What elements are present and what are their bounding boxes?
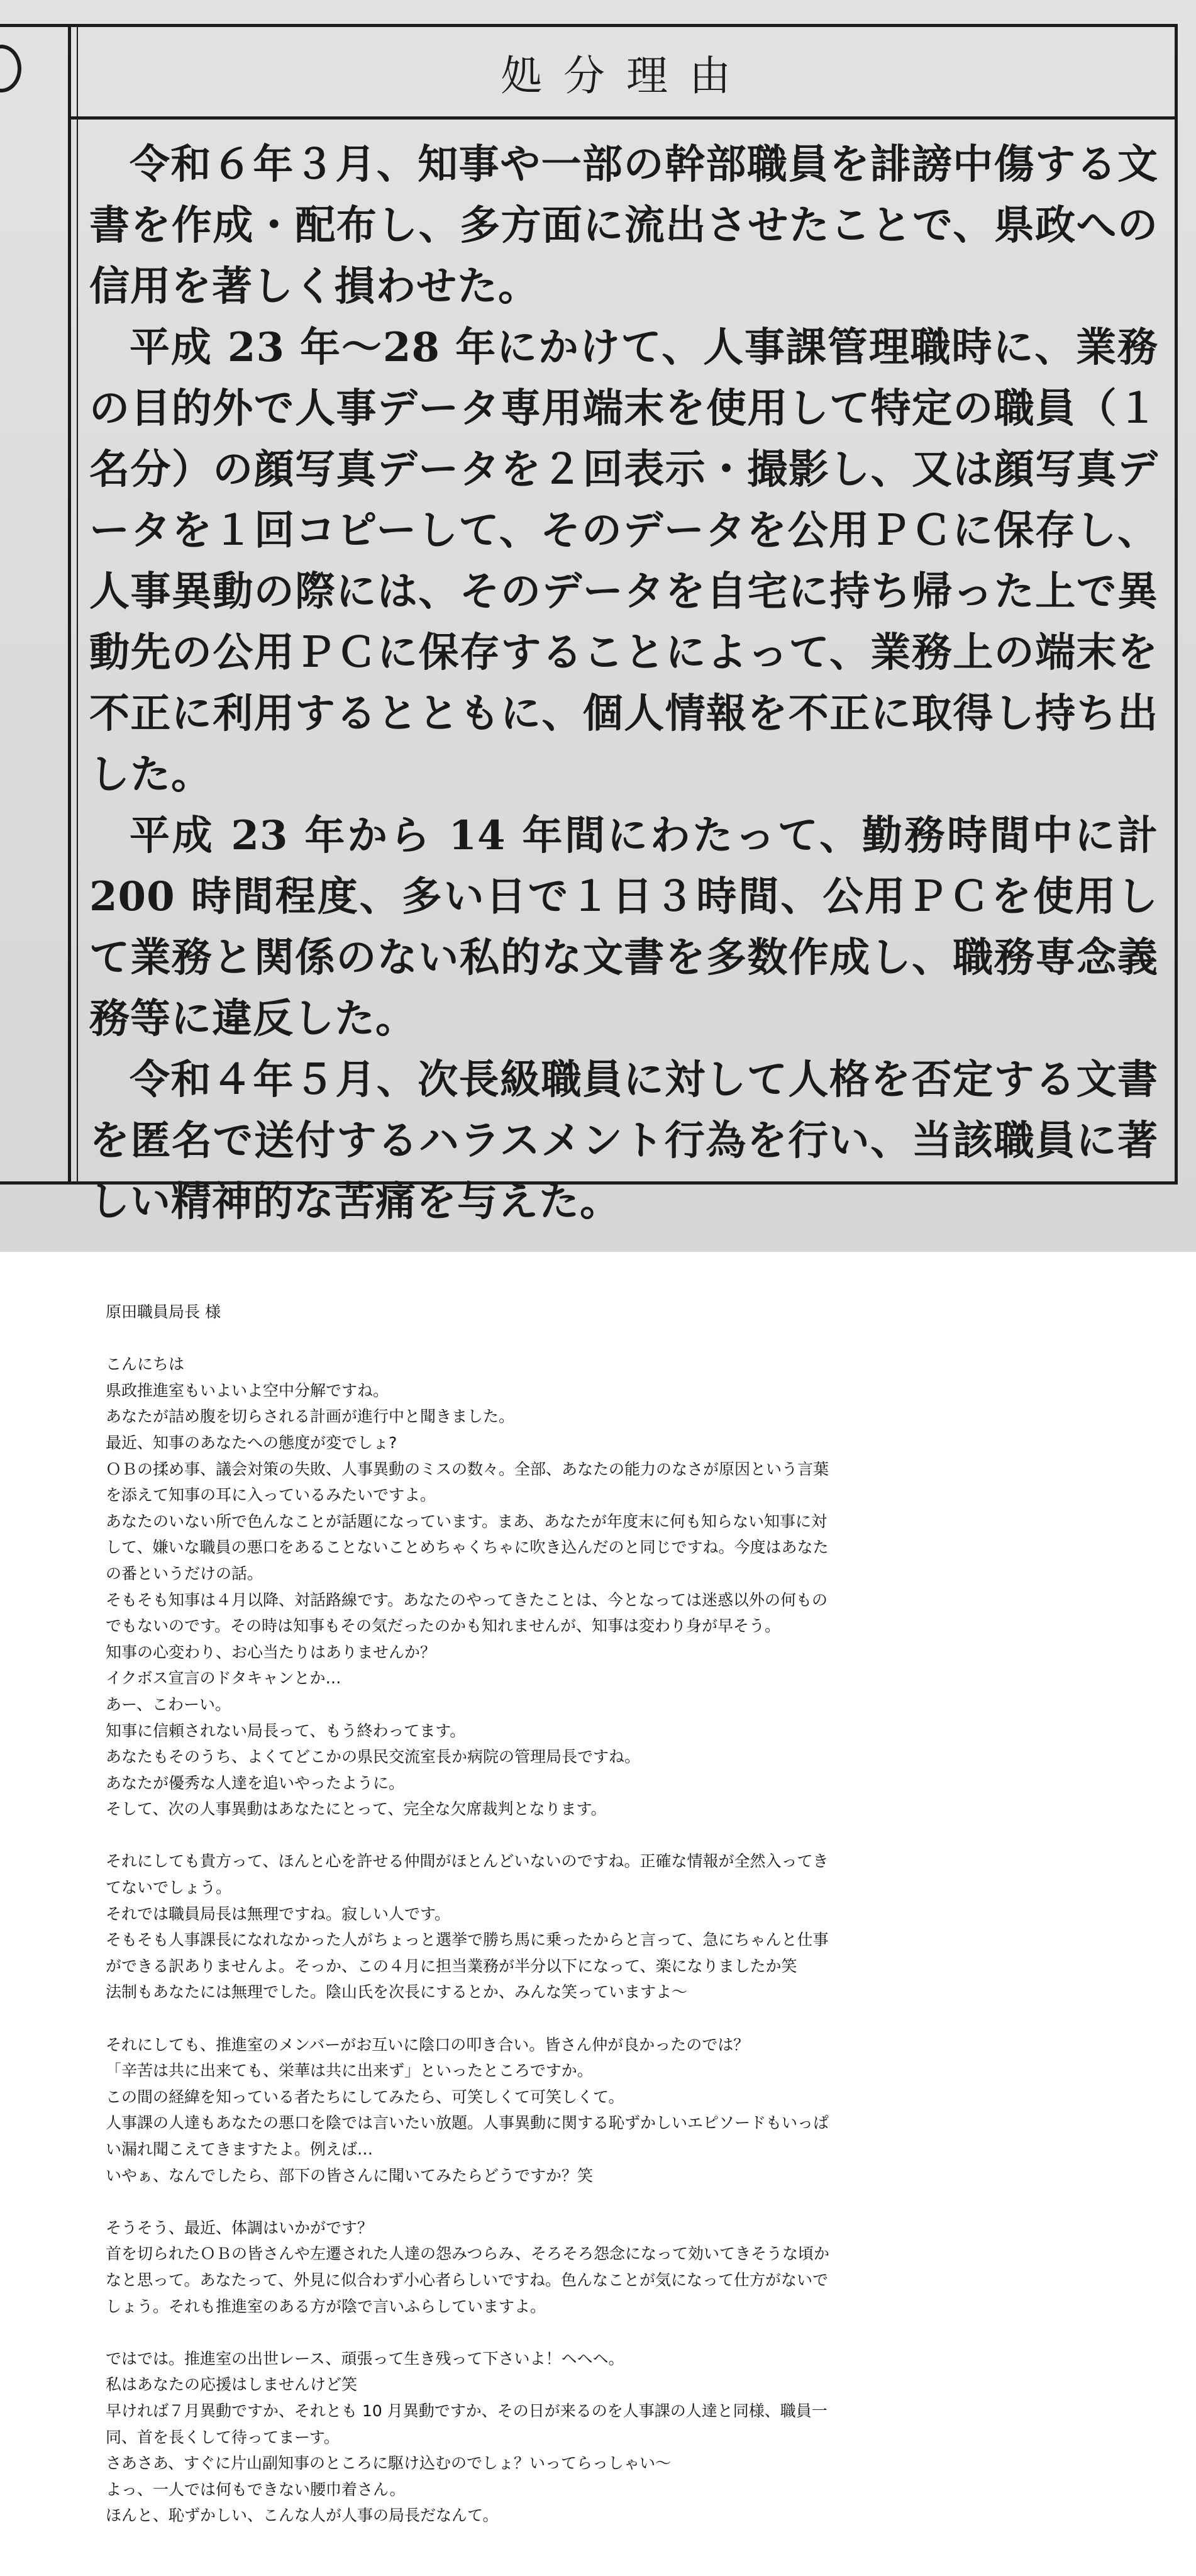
letter-line: あなたが詰め腹を切らされる計画が進行中と聞きました。 bbox=[106, 1407, 515, 1426]
letter-line bbox=[106, 1325, 986, 1352]
scanned-notice bbox=[0, 0, 1196, 1252]
letter-line: よっ、一人では何もできない腰巾着さん。 bbox=[106, 2480, 406, 2499]
reason-paragraph: 平成 23 年～28 年にかけて、人事課管理職時に、業務の目的外で人事データ専用端末を使用して特定の職員（１名分）の顔写真データを２回表示・撮影し、又は顔写真データを１回コピーして、そのデータを公用ＰＣに保存し、人事異動の際には、そのデータを自宅に持ち帰った上で異動先の公用ＰＣに保存することによって、業務上の端末を不正に利用するとともに、個人情報を不正に取得し持ち出した。 bbox=[89, 324, 1158, 798]
circled-number-mark bbox=[0, 45, 21, 92]
letter-line: 早ければ７月異動ですか、それとも 10 月異動ですか、その日が来るのを人事課の人達と同様、職員一 bbox=[106, 2401, 828, 2420]
letter-line: あー、こわーい。 bbox=[106, 1695, 231, 1714]
letter-line: ではでは。推進室の出世レース、頑張って生き残って下さいよ！ヘヘヘ。 bbox=[106, 2349, 624, 2368]
letter-line: イクボス宣言のドタキャンとか… bbox=[106, 1669, 341, 1688]
letter-line: そうそう、最近、体調はいかがです？ bbox=[106, 2218, 374, 2237]
letter-line: あなたが優秀な人達を追いやったように。 bbox=[106, 1773, 405, 1792]
letter-line: いやぁ、なんでしたら、部下の皆さんに聞いてみたらどうですか？笑 bbox=[106, 2166, 594, 2185]
letter-line: あなたもそのうち、よくてどこかの県民交流室長か病院の管理局長ですね。 bbox=[106, 1748, 641, 1766]
letter-line: を添えて知事の耳に入っているみたいですよ。 bbox=[106, 1486, 436, 1505]
letter-line: ができる訳ありませんよ。そっか、この４月に担当業務が半分以下になって、楽になりましたか笑 bbox=[106, 1956, 797, 1975]
letter-line: こんにちは bbox=[106, 1355, 185, 1374]
box-body bbox=[89, 134, 1158, 1232]
letter-line: しょう。それも推進室のある方が陰で言いふらしていますよ。 bbox=[106, 2297, 546, 2316]
letter-line: の番というだけの話。 bbox=[106, 1564, 263, 1583]
letter-line: 知事の心変わり、お心当たりはありませんか？ bbox=[106, 1642, 436, 1661]
letter-line: ほんと、恥ずかしい、こんな人が人事の局長だなんて。 bbox=[106, 2506, 499, 2525]
letter-line: それにしても、推進室のメンバーがお互いに陰口の叩き合い。皆さん仲が良かったのでは？ bbox=[106, 2035, 750, 2054]
letter-line: 最近、知事のあなたへの態度が変でしょ? bbox=[106, 1433, 397, 1452]
letter-line: てないでしょう。 bbox=[106, 1878, 232, 1897]
letter-line: して、嫌いな職員の悪口をあることないことめちゃくちゃに吹き込んだのと同じですね。今度はあなた bbox=[106, 1538, 829, 1557]
reason-paragraph: 平成 23 年から 14 年間にわたって、勤務時間中に計 200 時間程度、多い日で１日３時間、公用ＰＣを使用して業務と関係のない私的な文書を多数作成し、職務専念義務等に違反した。 bbox=[89, 812, 1158, 1042]
letter-line: この間の経緯を知っている者たちにしてみたら、可笑しくて可笑しくて。 bbox=[106, 2087, 624, 2106]
letter-line: でもないのです。その時は知事もその気だったのかも知れませんが、知事は変わり身が早そう。 bbox=[106, 1617, 781, 1636]
letter-line: なと思って。あなたって、外見に似合わず小心者らしいですね。色んなことが気になって仕方がないで bbox=[106, 2270, 829, 2289]
box-header-rule bbox=[68, 116, 1175, 120]
letter-line: 「辛苦は共に出来ても、栄華は共に出来ず」といったところですか。 bbox=[106, 2061, 593, 2080]
reason-paragraph: 令和４年５月、次長級職員に対して人格を否定する文書を匿名で送付するハラスメント行為を行い、当該職員に著しい精神的な苦痛を与えた。 bbox=[89, 1056, 1158, 1225]
letter-line: 首を切られたＯＢの皆さんや左遷された人達の怨みつらみ、そろそろ怨念になって効いてきそうな頃か bbox=[106, 2244, 830, 2263]
letter-line: ＯＢの揉め事、議会対策の失敗、人事異動のミスの数々。全部、あなたの能力のなさが原因という言葉 bbox=[106, 1459, 829, 1478]
letter-line: それにしても貴方って、ほんと心を許せる仲間がほとんどいないのですね。正確な情報が全然入ってき bbox=[106, 1852, 829, 1871]
letter-line: それでは職員局長は無理ですね。寂しい人です。 bbox=[106, 1904, 451, 1923]
letter-line: 県政推進室もいよいよ空中分解ですね。 bbox=[106, 1381, 389, 1400]
letter-line: 同、首を長くして待ってまーす。 bbox=[106, 2428, 340, 2446]
letter-salutation: 原田職員局長 様 bbox=[106, 1303, 221, 1321]
letter-line: そもそも人事課長になれなかった人がちょっと選挙で勝ち馬に乗ったからと言って、急にちゃんと仕事 bbox=[106, 1931, 829, 1949]
letter-line bbox=[106, 1822, 986, 1849]
letter-line bbox=[106, 2188, 986, 2215]
letter-line: そして、次の人事異動はあなたにとって、完全な欠席裁判となります。 bbox=[106, 1800, 607, 1819]
letter-line: さあさあ、すぐに片山副知事のところに駆け込むのでしょ？いってらっしゃい〜 bbox=[106, 2454, 672, 2473]
letter-line: そもそも知事は４月以降、対話路線です。あなたのやってきたことは、今となっては迷惑以外の何もの bbox=[106, 1590, 828, 1609]
letter-line: 法制もあなたには無理でした。陰山氏を次長にするとか、みんな笑っていますよ〜 bbox=[106, 1983, 688, 2002]
reason-paragraph: 令和６年３月、知事や一部の幹部職員を誹謗中傷する文書を作成・配布し、多方面に流出させたことで、県政への信用を著しく損わせた。 bbox=[89, 141, 1158, 310]
letter-line bbox=[106, 2319, 986, 2346]
letter-line: 私はあなたの応援はしませんけど笑 bbox=[106, 2375, 358, 2394]
box-inner-rule bbox=[77, 27, 78, 1181]
letter-line: 人事課の人達もあなたの悪口を陰では言いたい放題。人事異動に関する恥ずかしいエピソードもいっぱ bbox=[106, 2114, 829, 2133]
disposal-reason-box bbox=[0, 24, 1178, 1225]
box-title: 処分理由 bbox=[501, 51, 752, 100]
box-left-rule bbox=[68, 27, 71, 1181]
letter-line: あなたのいない所で色んなことが話題になっています。まあ、あなたが年度末に何も知らない知事に対 bbox=[106, 1512, 828, 1531]
letter-line bbox=[106, 2005, 986, 2032]
anonymous-letter bbox=[106, 1299, 986, 2529]
letter-line: い漏れ聞こえてきますたよ。例えば… bbox=[106, 2140, 374, 2158]
letter-line: 知事に信頼されない局長って、もう終わってます。 bbox=[106, 1721, 466, 1740]
